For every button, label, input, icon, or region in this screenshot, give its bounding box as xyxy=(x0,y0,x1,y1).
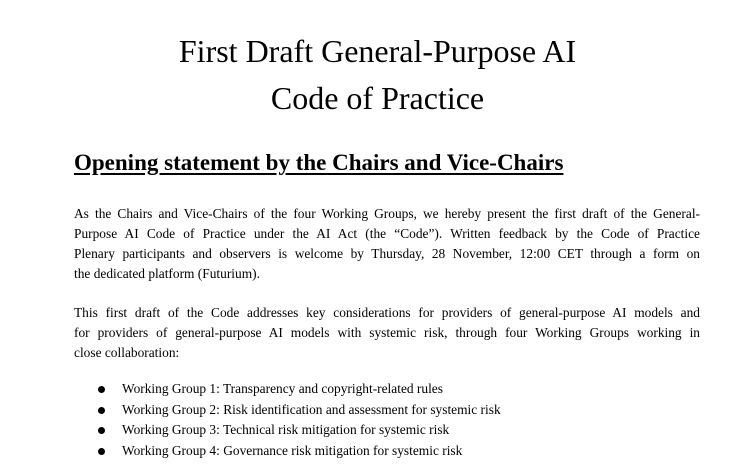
paragraph-scope-line: for providers of general-purpose AI models with systemic risk, through four Working Groups working in xyxy=(74,325,700,340)
list-item-text: Working Group 2: Risk identification and assessment for systemic risk xyxy=(122,401,501,417)
bullet-icon xyxy=(98,448,105,455)
bullet-icon xyxy=(98,386,105,393)
working-groups-list xyxy=(74,379,501,461)
paragraph-scope-line: This first draft of the Code addresses key considerations for providers of general-purpose AI models and xyxy=(74,305,700,320)
paragraph-intro xyxy=(74,204,700,284)
bullet-icon xyxy=(98,407,105,414)
list-item-text: Working Group 4: Governance risk mitigation for systemic risk xyxy=(122,442,463,458)
list-item xyxy=(74,379,501,400)
list-item xyxy=(74,400,501,421)
paragraph-intro-line: As the Chairs and Vice-Chairs of the four Working Groups, we hereby present the first draft of the General- xyxy=(74,206,700,221)
list-item xyxy=(74,441,501,462)
list-item-text: Working Group 3: Technical risk mitigation for systemic risk xyxy=(122,422,450,437)
document-title xyxy=(0,28,755,122)
document-title-line-2: Code of Practice xyxy=(270,80,485,116)
paragraph-scope xyxy=(74,303,700,363)
bullet-icon xyxy=(98,427,105,434)
paragraph-intro-line: Plenary participants and observers is welcome by Thursday, 28 November, 12:00 CET through a form on xyxy=(74,246,700,261)
paragraph-intro-line: the dedicated platform (Futurium). xyxy=(74,266,260,281)
document-title-line-1: First Draft General-Purpose AI xyxy=(178,33,577,69)
list-item-text: Working Group 1: Transparency and copyright-related rules xyxy=(122,381,443,396)
paragraph-scope-line: close collaboration: xyxy=(74,345,180,360)
paragraph-intro-line: Purpose AI Code of Practice under the AI Act (the “Code”). Written feedback by the Code of Practice xyxy=(74,226,700,241)
list-item xyxy=(74,420,501,441)
section-heading: Opening statement by the Chairs and Vice-Chairs xyxy=(74,150,564,175)
